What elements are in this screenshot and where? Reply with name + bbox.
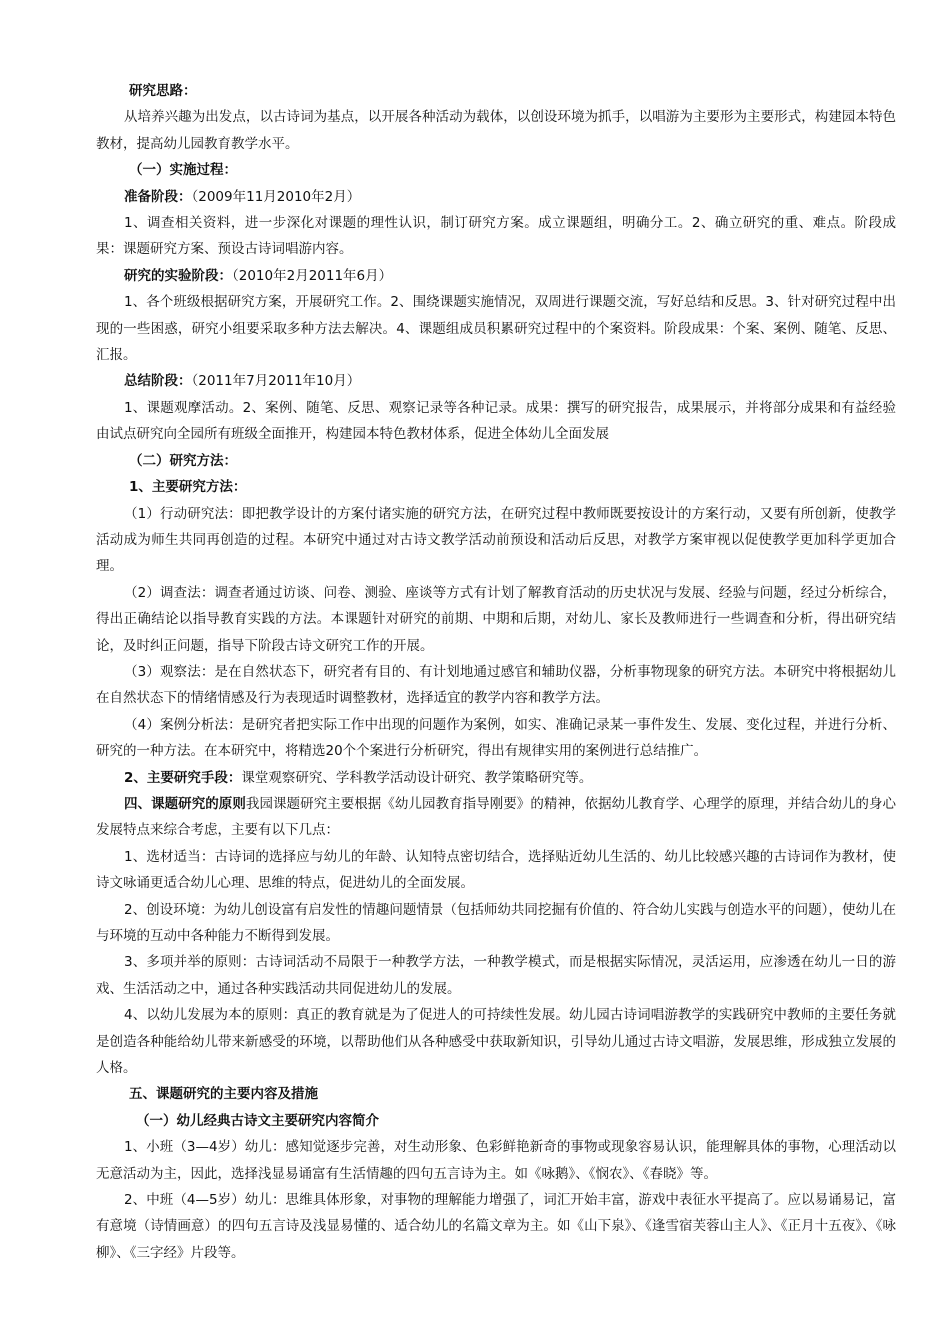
- paragraph-experiment: 1、各个班级根据研究方案，开展研究工作。2、围绕课题实施情况，双周进行课题交流，写好总结和反思。3、针对研究过程中出现的一些困惑，研究小组要采取多种方法去解决。4、课题组成员积累研究过程中的个案资料。阶段成果：个案、案例、随笔、反思、汇报。: [96, 294, 896, 364]
- paragraph-middle-class: 2、中班（4—5岁）幼儿：思维具体形象，对事物的理解能力增强了，词汇开始丰富，游戏中表征水平提高了。应以易诵易记，富有意境（诗情画意）的四句五言诗及浅显易懂的、适合幼儿的名篇文章为主。如《山下泉》、《逢雪宿芙蓉山主人》、《正月十五夜》、《咏柳》、《三字经》片段等。: [96, 1192, 896, 1261]
- paragraph-small-class: 1、小班（3—4岁）幼儿：感知觉逐步完善，对生动形象、色彩鲜艳新奇的事物或现象容易认识，能理解具体的事物，心理活动以无意活动为主，因此，选择浅显易诵富有生活情趣的四句五言诗为主。如《咏鹅》、《悯农》、《春晓》等。: [96, 1139, 896, 1182]
- section-heading-methods: （二）研究方法：: [129, 452, 237, 469]
- section-heading-content: 五、课题研究的主要内容及措施: [129, 1086, 318, 1103]
- paragraph-principle-3: 3、多项并举的原则：古诗词活动不局限于一种教学方法，一种教学模式，而是根据实际情况，灵活运用，应渗透在幼儿一日的游戏、生活活动之中，通过各种实践活动共同促进幼儿的发展。: [96, 954, 896, 997]
- stage-experiment: [96, 263, 896, 289]
- stage-dates: （2011年7月2011年10月）: [191, 373, 361, 390]
- stage-dates: （2009年11月2010年2月）: [191, 188, 361, 205]
- paragraph-principles: [96, 791, 896, 844]
- paragraph-observation: （3）观察法：是在自然状态下，研究者有目的、有计划地通过感官和辅助仪器，分析事物现象的研究方法。本研究中将根据幼儿在自然状态下的情绪情感及行为表现适时调整教材，选择适宜的教学内容和教学方法。: [96, 663, 896, 707]
- stage-summary: [96, 368, 896, 394]
- paragraph-action-research: （1）行动研究法：即把教学设计的方案付诸实施的研究方法，在研究过程中教师既要按设计的方案行动，又要有所创新，使教学活动成为师生共同再创造的过程。本研究中通过对古诗文教学活动前预设和活动后反思，对教学方案审视以促使教学更加科学更加合理。: [96, 505, 896, 575]
- paragraph-research-idea: 从培养兴趣为出发点，以古诗词为基点，以开展各种活动为载体，以创设环境为抓手，以唱游为主要形为主要形式，构建园本特色教材，提高幼儿园教育教学水平。: [96, 109, 896, 152]
- section-heading-principles: 四、课题研究的原则: [124, 795, 246, 812]
- stage-label: 总结阶段：: [124, 373, 192, 390]
- paragraph-principle-2: 2、创设环境：为幼儿创设富有启发性的情趣问题情景（包括师幼共同挖掘有价值的、符合幼儿实践与创造水平的问题），使幼儿在与环境的互动中各种能力不断得到发展。: [96, 901, 896, 944]
- stage-preparation: [96, 184, 896, 210]
- means-text: 课堂观察研究、学科教学活动设计研究、教学策略研究等。: [241, 769, 593, 786]
- paragraph-survey: （2）调查法：调查者通过访谈、问卷、测验、座谈等方式有计划了解教育活动的历史状况与发展、经验与问题，经过分析综合，得出正确结论以指导教育实践的方法。本课题针对研究的前期、中期和后期，对幼儿、家长及教师进行一些调查和分析，得出研究结论，及时纠正问题，指导下阶段古诗文研究工作的开展。: [96, 584, 896, 654]
- section-heading-research-idea: 研究思路：: [129, 83, 197, 99]
- section-heading-implementation: （一）实施过程：: [129, 162, 237, 179]
- paragraph-summary: 1、课题观摩活动。2、案例、随笔、反思、观察记录等各种记录。成果：撰写的研究报告，成果展示，并将部分成果和有益经验由试点研究向全园所有班级全面推开，构建园本特色教材体系，促进全体幼儿全面发展: [96, 399, 896, 443]
- subheading-content-intro: （一）幼儿经典古诗文主要研究内容简介: [136, 1112, 379, 1129]
- stage-dates: （2010年2月2011年6月）: [232, 267, 393, 284]
- paragraph-case-analysis: （4）案例分析法：是研究者把实际工作中出现的问题作为案例，如实、准确记录某一事件发生、发展、变化过程，并进行分析、研究的一种方法。在本研究中，将精选20个个案进行分析研究，得出有规律实用的案例进行总结推广。: [96, 716, 896, 760]
- document-page: [96, 78, 896, 1266]
- principles-intro: 我园课题研究主要根据《幼儿园教育指导刚要》的精神，依据幼儿教育学、心理学的原理，并结合幼儿的身心发展特点来综合考虑，主要有以下几点：: [96, 795, 897, 839]
- paragraph-principle-4: 4、以幼儿发展为本的原则：真正的教育就是为了促进人的可持续性发展。幼儿园古诗词唱游教学的实践研究中教师的主要任务就是创造各种能给幼儿带来新感受的环境，以帮助他们从各种感受中获取新知识，引导幼儿通过古诗文唱游，发展思维，形成独立发展的人格。: [96, 1007, 896, 1077]
- stage-label: 研究的实验阶段：: [124, 267, 232, 284]
- subheading-means: 2、主要研究手段：: [124, 769, 242, 786]
- paragraph-research-means: [96, 765, 896, 791]
- subheading-main-methods: 1、主要研究方法：: [129, 479, 247, 496]
- stage-label: 准备阶段：: [124, 188, 192, 205]
- paragraph-preparation: 1、调查相关资料，进一步深化对课题的理性认识，制订研究方案。成立课题组，明确分工。2、确立研究的重、难点。阶段成果：课题研究方案、预设古诗词唱游内容。: [96, 215, 896, 258]
- paragraph-principle-1: 1、选材适当：古诗词的选择应与幼儿的年龄、认知特点密切结合，选择贴近幼儿生活的、幼儿比较感兴趣的古诗词作为教材，使诗文咏诵更适合幼儿心理、思维的特点，促进幼儿的全面发展。: [96, 848, 896, 892]
